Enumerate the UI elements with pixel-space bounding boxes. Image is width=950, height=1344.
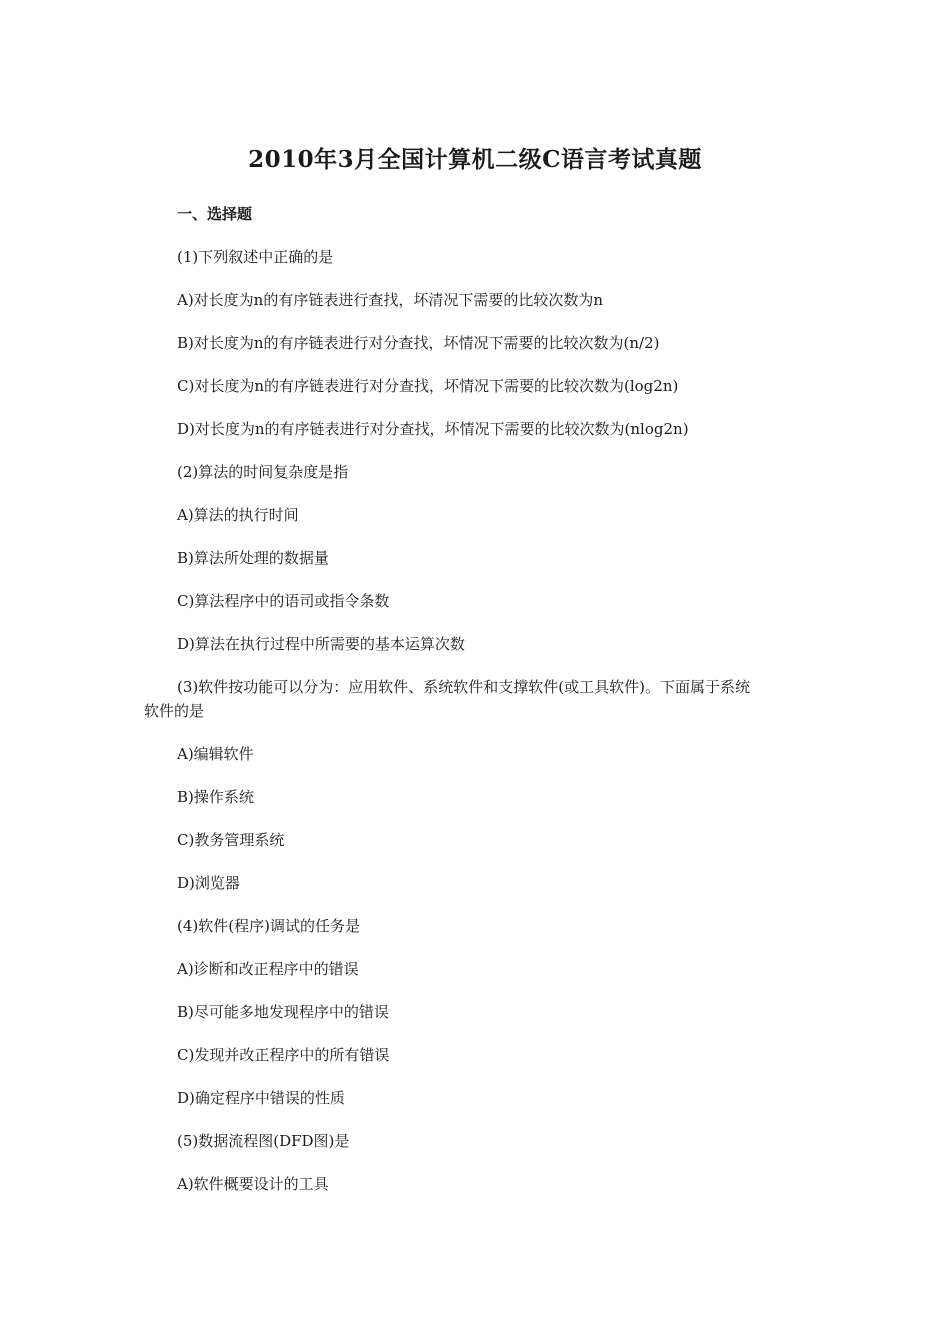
document-title: 2010年3月全国计算机二级C语言考试真题 (248, 146, 702, 173)
question-2: (2)算法的时间复杂度是指 (177, 463, 349, 481)
question-4-option-d: D)确定程序中错误的性质 (177, 1089, 345, 1107)
question-3-option-b: B)操作系统 (177, 788, 254, 806)
question-2-option-c: C)算法程序中的语司或指令条数 (177, 592, 390, 610)
question-5: (5)数据流程图(DFD图)是 (177, 1132, 350, 1150)
question-1: (1)下列叙述中正确的是 (177, 248, 334, 266)
question-2-option-b: B)算法所处理的数据量 (177, 549, 329, 567)
question-3-option-c: C)教务管理系统 (177, 831, 285, 849)
question-3: (3)软件按功能可以分为：应用软件、系统软件和支撑软件(或工具软件)。下面属于系统 (177, 678, 750, 696)
question-2-option-d: D)算法在执行过程中所需要的基本运算次数 (177, 635, 465, 653)
question-3-option-d: D)浏览器 (177, 874, 240, 892)
question-4-option-c: C)发现并改正程序中的所有错误 (177, 1046, 390, 1064)
question-4-option-a: A)诊断和改正程序中的错误 (177, 960, 359, 978)
section-heading: 一、选择题 (177, 205, 253, 223)
question-2-option-a: A)算法的执行时间 (177, 506, 299, 524)
question-1-option-a: A)对长度为n的有序链表进行查找，坏清况下需要的比较次数为n (177, 291, 604, 309)
question-1-option-b: B)对长度为n的有序链表进行对分查找，坏情况下需要的比较次数为(n/2) (177, 334, 660, 352)
question-4: (4)软件(程序)调试的任务是 (177, 917, 360, 935)
question-1-option-c: C)对长度为n的有序链表进行对分查找，坏情况下需要的比较次数为(log2n) (177, 377, 679, 395)
question-3-option-a: A)编辑软件 (177, 745, 254, 763)
question-1-option-d: D)对长度为n的有序链表进行对分查找，坏情况下需要的比较次数为(nlog2n) (177, 420, 689, 438)
question-3-continued: 软件的是 (144, 702, 205, 720)
question-5-option-a: A)软件概要设计的工具 (177, 1175, 329, 1193)
question-4-option-b: B)尽可能多地发现程序中的错误 (177, 1003, 389, 1021)
